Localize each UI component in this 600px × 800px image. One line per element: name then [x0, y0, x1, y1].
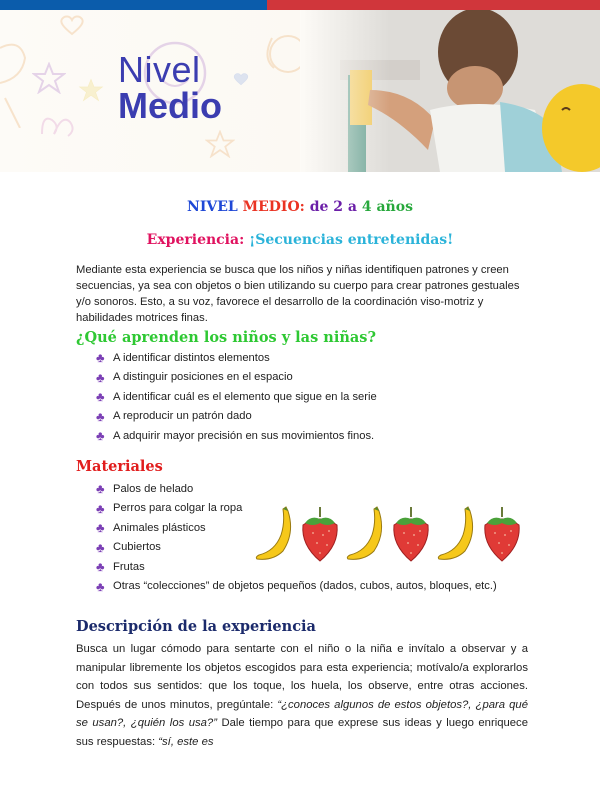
- list-item: [96, 407, 377, 427]
- list-item: [96, 368, 377, 388]
- experience-title: [0, 232, 600, 248]
- swirl-doodle-icon: [38, 110, 82, 140]
- top-bar-blue: [0, 0, 267, 10]
- fruit-pattern-illustration: [253, 504, 523, 564]
- top-bar-red: [267, 0, 600, 10]
- strawberry-icon: [481, 505, 523, 563]
- child-doodle-icon: [0, 38, 30, 128]
- club-bullet-icon: ♣: [96, 389, 105, 405]
- experience-name: ¡Secuencias entretenidas!: [249, 232, 454, 248]
- club-bullet-icon: ♣: [96, 481, 105, 497]
- banana-icon: [435, 505, 477, 563]
- club-bullet-icon: ♣: [96, 350, 105, 366]
- list-item-text: Cubiertos: [113, 541, 161, 554]
- list-item-text: Animales plásticos: [113, 521, 206, 534]
- description-quote-2: “sí, este es: [158, 735, 214, 748]
- club-bullet-icon: ♣: [96, 408, 105, 424]
- list-item-text: A identificar distintos elementos: [113, 351, 270, 364]
- logo-line-1: Nivel: [118, 49, 201, 90]
- learning-heading: ¿Qué aprenden los niños y las niñas?: [76, 329, 376, 346]
- level-title-part-3: de 2 a: [309, 199, 357, 215]
- list-item-text: A reproducir un patrón dado: [113, 410, 252, 423]
- banana-icon: [253, 505, 295, 563]
- star-doodle-icon: [78, 78, 104, 102]
- description-text-a: Busca un lugar cómodo para sentarte con el niño o la niña e invítalo a observar y a manipular libremente los objetos escogidos para esta experiencia; motívalo/a explorarlos con todos sus sentidos: que los toque, los huela, los observe, entre otras acciones. Después de unos minutos, pregúntale:: [76, 643, 528, 711]
- club-bullet-icon: ♣: [96, 428, 105, 444]
- star-doodle-icon: [205, 130, 235, 158]
- list-item-text: A distinguir posiciones en el espacio: [113, 371, 293, 384]
- heart-doodle-icon: [232, 72, 250, 86]
- level-title: [0, 199, 600, 215]
- heart-doodle-icon: [58, 14, 86, 36]
- description-text-b: Dale tiempo para que exprese sus ideas y luego enriquece sus respuestas:: [76, 717, 528, 748]
- child-doodle-icon: [262, 28, 302, 118]
- materials-heading: Materiales: [76, 458, 163, 475]
- list-item-text: A adquirir mayor precisión en sus movimientos finos.: [113, 429, 375, 442]
- list-item: [96, 348, 377, 368]
- strawberry-icon: [390, 505, 432, 563]
- logo-line-2: Medio: [118, 85, 222, 126]
- list-item: [96, 577, 497, 597]
- level-title-part-4: 4 años: [361, 199, 413, 215]
- club-bullet-icon: ♣: [96, 369, 105, 385]
- child-photo: [300, 10, 600, 172]
- list-item: [96, 387, 377, 407]
- list-item-text: A identificar cuál es el elemento que sigue en la serie: [113, 390, 377, 403]
- description-heading: Descripción de la experiencia: [76, 618, 316, 635]
- list-item: [96, 479, 497, 499]
- header-banner: [0, 10, 600, 172]
- nivel-medio-logo: [118, 49, 222, 126]
- club-bullet-icon: ♣: [96, 578, 105, 594]
- club-bullet-icon: ♣: [96, 539, 105, 555]
- level-title-part-2: MEDIO:: [242, 199, 305, 215]
- club-bullet-icon: ♣: [96, 559, 105, 575]
- child-with-balloon-image: [300, 10, 600, 172]
- description-paragraph: [76, 640, 528, 751]
- club-bullet-icon: ♣: [96, 500, 105, 516]
- list-item-text: Perros para colgar la ropa: [113, 502, 243, 515]
- top-color-bar: [0, 0, 600, 10]
- strawberry-icon: [299, 505, 341, 563]
- learning-list: [96, 348, 377, 446]
- level-title-part-1: NIVEL: [187, 199, 238, 215]
- description-quote-1: “¿conoces algunos de estos objetos?, ¿para qué se usan?, ¿quién los usa?”: [76, 698, 528, 729]
- list-item-text: Frutas: [113, 560, 145, 573]
- experience-label: Experiencia:: [146, 232, 245, 248]
- club-bullet-icon: ♣: [96, 520, 105, 536]
- star-doodle-icon: [32, 62, 66, 94]
- intro-paragraph: Mediante esta experiencia se busca que los niños y niñas identifiquen patrones y creen secuencias, ya sea con objetos o bien utilizando su cuerpo para crear patrones gestuales y/o sonoros. Esto, a su voz, favorece el desarrollo de la coordinación viso-motriz y habilidades motrices finas.: [76, 264, 520, 324]
- list-item-text: Palos de helado: [113, 482, 194, 495]
- banana-icon: [344, 505, 386, 563]
- list-item: [96, 426, 377, 446]
- list-item-text: Otras “colecciones” de objetos pequeños (dados, cubos, autos, bloques, etc.): [113, 580, 497, 593]
